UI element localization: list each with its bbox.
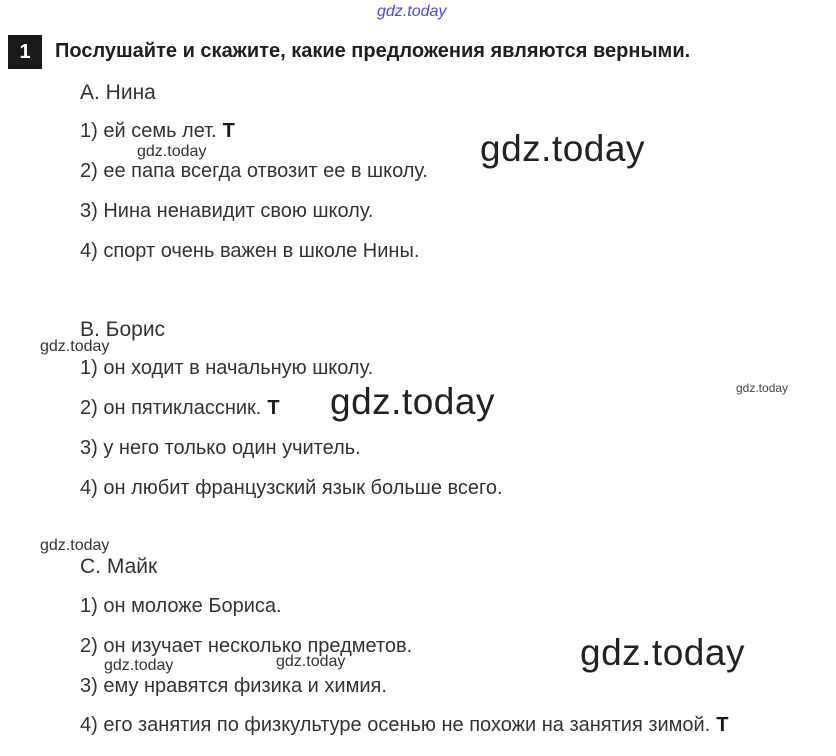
watermark-top: gdz.today bbox=[377, 3, 447, 20]
statement-b4 bbox=[80, 477, 503, 500]
statement-c4 bbox=[80, 714, 729, 737]
watermark-small: gdz.today bbox=[40, 537, 110, 554]
section-heading-a: A. Нина bbox=[80, 81, 156, 104]
statement-c3 bbox=[80, 675, 387, 698]
watermark-small: gdz.today bbox=[276, 653, 346, 670]
true-mark: T bbox=[267, 397, 280, 419]
statement-b2 bbox=[80, 397, 280, 420]
watermark-small: gdz.today bbox=[104, 657, 174, 674]
statement-text: 4) его занятия по физкультуре осенью не похожи на занятия зимой. bbox=[80, 714, 711, 736]
watermark-large: gdz.today bbox=[330, 381, 495, 422]
statement-text: 1) он ходит в начальную школу. bbox=[80, 357, 374, 379]
watermark-small: gdz.today bbox=[40, 338, 110, 355]
statement-text: 2) ее папа всегда отвозит ее в школу. bbox=[80, 160, 428, 182]
section-heading-c: C. Майк bbox=[80, 555, 158, 578]
statement-b3 bbox=[80, 437, 361, 460]
statement-a1 bbox=[80, 120, 235, 143]
statement-text: 3) Нина ненавидит свою школу. bbox=[80, 200, 374, 222]
statement-text: 1) ей семь лет. bbox=[80, 120, 217, 142]
watermark-large: gdz.today bbox=[580, 632, 745, 673]
statement-b1 bbox=[80, 357, 373, 380]
statement-text: 1) он моложе Бориса. bbox=[80, 595, 282, 617]
statement-text: 3) ему нравятся физика и химия. bbox=[80, 675, 387, 697]
statement-text: 4) спорт очень важен в школе Нины. bbox=[80, 240, 420, 262]
task-number-badge: 1 bbox=[8, 35, 42, 69]
statement-a3 bbox=[80, 200, 373, 223]
section-heading-b: B. Борис bbox=[80, 318, 166, 341]
statement-text: 2) он изучает несколько предметов. bbox=[80, 635, 413, 657]
task-instruction: Послушайте и скажите, какие предложения являются верными. bbox=[55, 40, 691, 62]
statement-text: 3) у него только один учитель. bbox=[80, 437, 361, 459]
watermark-tiny: gdz.today bbox=[736, 381, 789, 395]
watermark-small: gdz.today bbox=[137, 143, 207, 160]
statement-a2 bbox=[80, 160, 428, 183]
statement-text: 4) он любит французский язык больше всего. bbox=[80, 477, 503, 499]
statement-c2 bbox=[80, 635, 412, 658]
statement-text: 2) он пятиклассник. bbox=[80, 397, 262, 419]
true-mark: T bbox=[222, 120, 235, 142]
true-mark: T bbox=[716, 714, 729, 736]
statement-c1 bbox=[80, 595, 282, 618]
watermark-large: gdz.today bbox=[480, 128, 645, 169]
statement-a4 bbox=[80, 240, 419, 263]
